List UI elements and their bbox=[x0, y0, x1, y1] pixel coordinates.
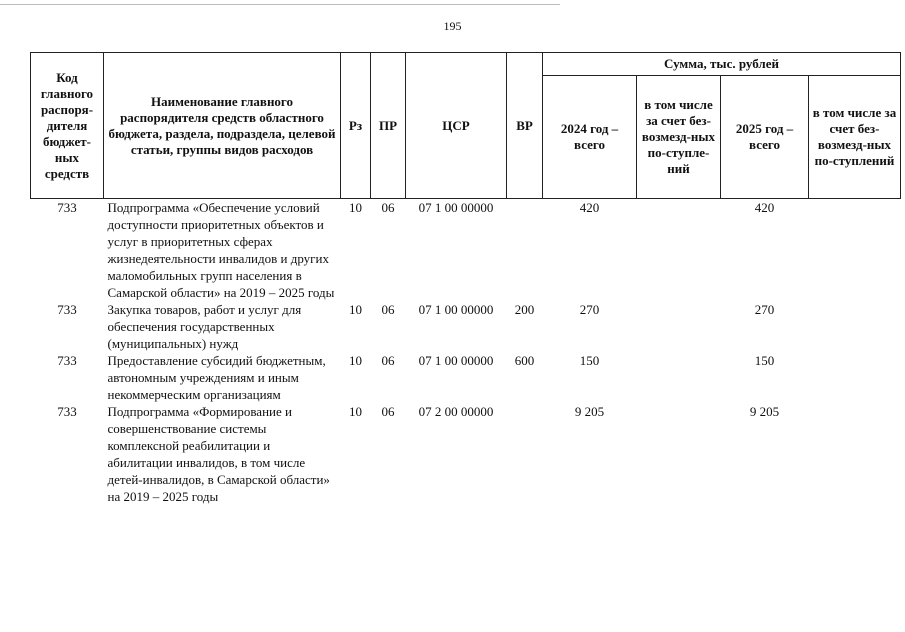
header-2025-grants: в том числе за счет без-возмезд-ных по-ступлений bbox=[809, 76, 901, 199]
row-rz: 10 bbox=[349, 200, 362, 215]
row-pr: 06 bbox=[381, 200, 395, 215]
header-2024-grants: в том числе за счет без-возмезд-ных по-ступле-ний bbox=[637, 76, 721, 199]
row-csr: 07 2 00 00000 bbox=[418, 404, 494, 419]
header-name: Наименование главного распорядителя средств областного бюджета, раздела, подраздела, целевой статьи, группы видов расходов bbox=[104, 53, 341, 199]
table-row bbox=[31, 199, 901, 302]
table-body bbox=[31, 199, 901, 506]
row-2025-grants bbox=[809, 199, 901, 302]
row-2024-grants bbox=[637, 301, 721, 352]
row-csr: 07 1 00 00000 bbox=[418, 353, 494, 368]
row-vr bbox=[507, 199, 543, 302]
table-row bbox=[31, 403, 901, 505]
row-2025-grants bbox=[809, 352, 901, 403]
page-number: 195 bbox=[443, 19, 462, 33]
row-rz: 10 bbox=[349, 404, 362, 419]
row-csr: 07 1 00 00000 bbox=[418, 302, 494, 317]
row-2024-grants bbox=[637, 352, 721, 403]
row-code: 733 bbox=[57, 302, 77, 317]
row-2024-total: 420 bbox=[579, 200, 600, 215]
row-vr: 200 bbox=[514, 302, 535, 317]
row-2024-grants bbox=[637, 403, 721, 505]
row-2025-grants bbox=[809, 301, 901, 352]
row-2025-grants bbox=[809, 403, 901, 505]
row-vr: 600 bbox=[514, 353, 535, 368]
row-2025-total: 420 bbox=[754, 200, 775, 215]
row-pr: 06 bbox=[381, 404, 395, 419]
row-name: Закупка товаров, работ и услуг для обеспечения государственных (муниципальных) нужд bbox=[107, 302, 302, 351]
row-2024-total: 150 bbox=[579, 353, 600, 368]
header-sum: Сумма, тыс. рублей bbox=[543, 53, 901, 76]
table-row bbox=[31, 352, 901, 403]
row-csr: 07 1 00 00000 bbox=[418, 200, 494, 215]
header-2025-total: 2025 год – всего bbox=[721, 76, 809, 199]
row-code: 733 bbox=[57, 404, 77, 419]
header-2024-total: 2024 год – всего bbox=[543, 76, 637, 199]
table-header bbox=[31, 53, 901, 199]
row-rz: 10 bbox=[349, 302, 362, 317]
header-rz: Рз bbox=[341, 53, 371, 199]
row-pr: 06 bbox=[381, 353, 395, 368]
row-2025-total: 270 bbox=[754, 302, 775, 317]
row-code: 733 bbox=[57, 200, 77, 215]
row-vr bbox=[507, 403, 543, 505]
row-name: Подпрограмма «Обеспечение условий доступности приоритетных объектов и услуг в приоритетных сферах жизнедеятельности инвалидов и других маломобильных групп населения в Самарской области» на 2019 – 2025 годы bbox=[107, 200, 335, 300]
budget-table bbox=[30, 52, 901, 505]
top-border-line bbox=[0, 4, 560, 5]
header-code: Код главного распоря-дителя бюджет-ных средств bbox=[31, 53, 104, 199]
row-2024-grants bbox=[637, 199, 721, 302]
row-name: Предоставление субсидий бюджетным, автономным учреждениям и иным некоммерческим организациям bbox=[107, 353, 326, 402]
header-pr: ПР bbox=[371, 53, 406, 199]
row-2024-total: 270 bbox=[579, 302, 600, 317]
row-2025-total: 9 205 bbox=[749, 404, 780, 419]
row-2025-total: 150 bbox=[754, 353, 775, 368]
row-2024-total: 9 205 bbox=[574, 404, 605, 419]
header-vr: ВР bbox=[507, 53, 543, 199]
table-row bbox=[31, 301, 901, 352]
row-code: 733 bbox=[57, 353, 77, 368]
header-csr: ЦСР bbox=[406, 53, 507, 199]
row-pr: 06 bbox=[381, 302, 395, 317]
row-name: Подпрограмма «Формирование и совершенствование системы комплексной реабилитации и абилитации инвалидов, в том числе детей-инвалидов, в Самарской области» на 2019 – 2025 годы bbox=[107, 404, 330, 504]
row-rz: 10 bbox=[349, 353, 362, 368]
